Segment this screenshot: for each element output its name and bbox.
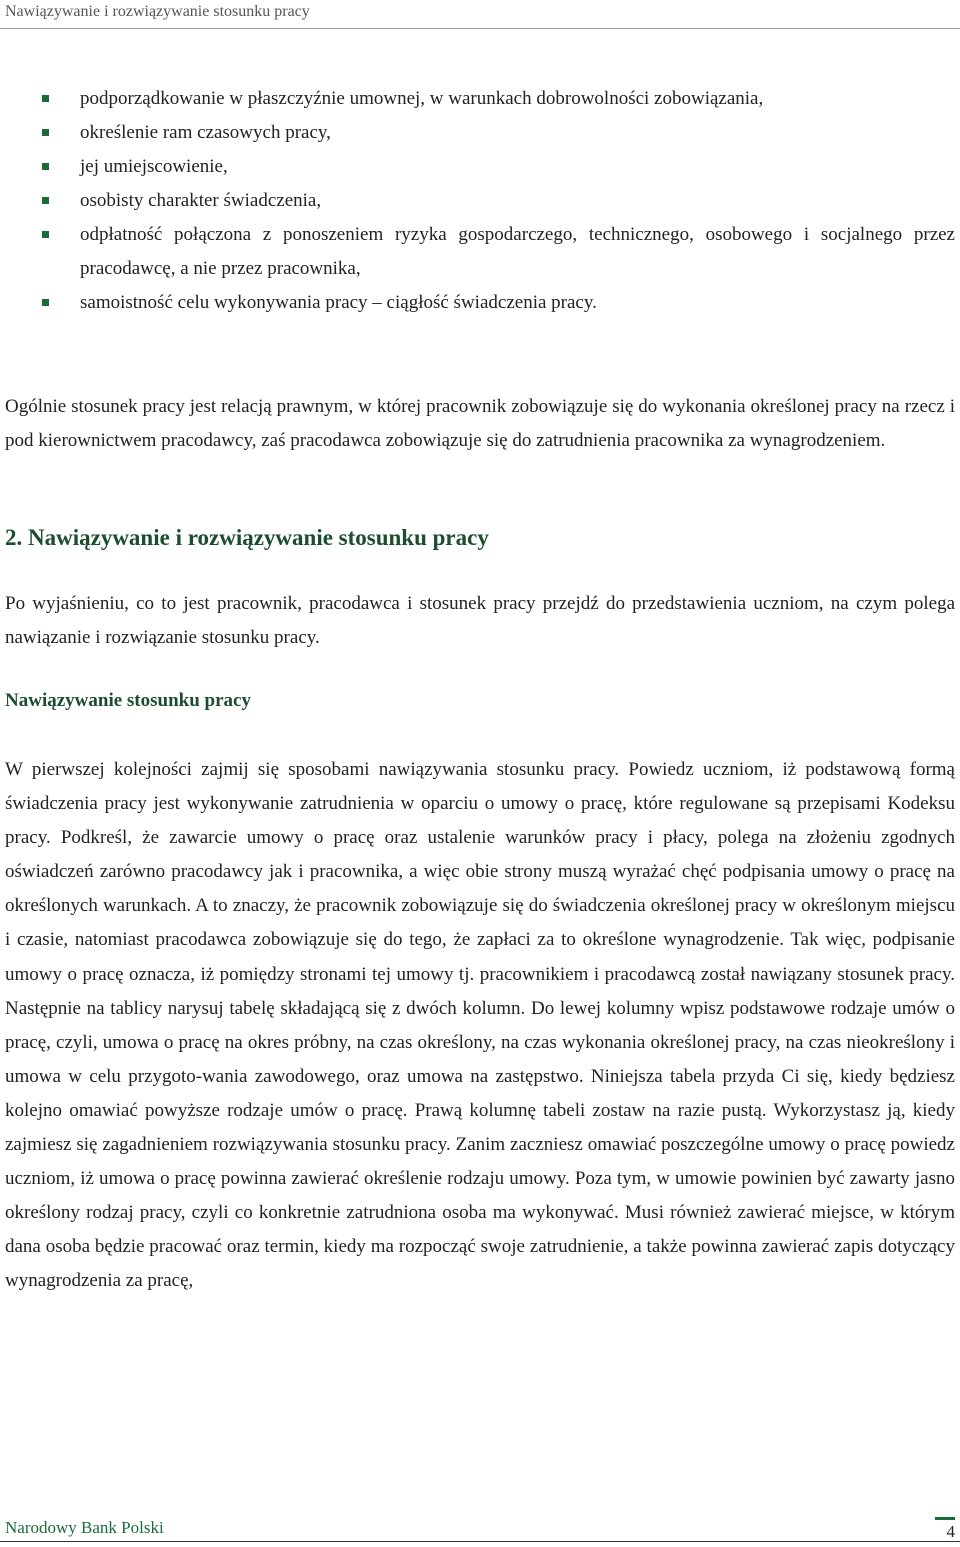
list-item — [0, 150, 955, 184]
header-rule — [0, 28, 960, 29]
square-bullet-icon — [42, 95, 49, 102]
page-number-accent — [935, 1517, 955, 1520]
square-bullet-icon — [42, 197, 49, 204]
square-bullet-icon — [42, 299, 49, 306]
list-item — [0, 116, 955, 150]
list-item — [0, 286, 955, 320]
paragraph-employment-relation: Ogólnie stosunek pracy jest relacją prawnym, w której pracownik zobowiązuje się do wykonania określonej pracy na rzecz i pod kierownictwem pracodawcy, zaś pracodawca zobowiązuje się do zatrudnienia pracownika za wynagrodzeniem. — [5, 396, 955, 451]
page-number: 4 — [946, 1522, 955, 1541]
list-item-text: jej umiejscowienie, — [80, 156, 228, 177]
list-item-text: określenie ram czasowych pracy, — [80, 122, 331, 143]
list-item — [0, 82, 955, 116]
subheading: Nawiązywanie stosunku pracy — [5, 690, 251, 711]
running-header: Nawiązywanie i rozwiązywanie stosunku pracy — [5, 3, 310, 20]
square-bullet-icon — [42, 163, 49, 170]
list-item — [0, 218, 955, 286]
square-bullet-icon — [42, 129, 49, 136]
list-item — [0, 184, 955, 218]
section-heading: 2. Nawiązywanie i rozwiązywanie stosunku pracy — [5, 525, 489, 550]
list-item-text: osobisty charakter świadczenia, — [80, 190, 322, 211]
footer-rule — [0, 1541, 960, 1542]
list-item-text: samoistność celu wykonywania pracy – ciągłość świadczenia pracy. — [80, 292, 597, 313]
list-item-text: podporządkowanie w płaszczyźnie umownej, w warunkach dobrowolności zobowiązania, — [80, 88, 764, 109]
bullet-list — [0, 82, 955, 320]
paragraph-intro: Po wyjaśnieniu, co to jest pracownik, pracodawca i stosunek pracy przejdź do przedstawienia uczniom, na czym polega nawiązanie i rozwiązanie stosunku pracy. — [5, 593, 955, 648]
square-bullet-icon — [42, 231, 49, 238]
footer-publisher: Narodowy Bank Polski — [5, 1518, 164, 1537]
list-item-text: odpłatność połączona z ponoszeniem ryzyka gospodarczego, technicznego, osobowego i socjalnego przez pracodawcę, a nie przez pracownika, — [80, 224, 955, 279]
paragraph-body: W pierwszej kolejności zajmij się sposobami nawiązywania stosunku pracy. Powiedz uczniom, iż podstawową formą świadczenia pracy jest wykonywanie zatrudnienia w oparciu o umowy o pracę, które regulowane są przepisami Kodeksu pracy. Podkreśl, że zawarcie umowy o pracę oraz ustalenie warunków pracy i płacy, polega na złożeniu zgodnych oświadczeń zarówno pracodawcy jak i pracownika, a więc obie strony muszą wyrażać chęć podpisania umowy o pracę na określonych warunkach. A to znaczy, że pracownik zobowiązuje się do świadczenia określonej pracy w określonym miejscu i czasie, natomiast pracodawca zobowiązuje się do tego, że zapłaci za to określone wynagrodzenie. Tak więc, podpisanie umowy o pracę oznacza, iż pomiędzy stronami tej umowy tj. pracownikiem i pracodawcą został nawiązany stosunek pracy. Następnie na tablicy narysuj tabelę składającą się z dwóch kolumn. Do lewej kolumny wpisz podstawowe rodzaje umów o pracę, czyli, umowa o pracę na okres próbny, na czas określony, na czas wykonania określonej pracy, na czas nieokreślony i umowa w celu przygoto-wania zawodowego, oraz umowa na zastępstwo. Niniejsza tabela przyda Ci się, kiedy będziesz kolejno omawiać powyższe rodzaje umów o pracę. Prawą kolumnę tabeli zostaw na razie pustą. Wykorzystasz ją, kiedy zajmiesz się zagadnieniem rozwiązywania stosunku pracy. Zanim zaczniesz omawiać poszczególne umowy o pracę powiedz uczniom, iż umowa o pracę powinna zawierać określenie rodzaju umowy. Poza tym, w umowie powinien być zawarty jasno określony rodzaj pracy, czyli co konkretnie zatrudniona osoba ma wykonywać. Musi również zawierać miejsce, w którym dana osoba będzie pracować oraz termin, kiedy ma rozpocząć swoje zatrudnienie, a także powinna zawierać zapis dotyczący wynagrodzenia za pracę, — [5, 759, 955, 1292]
